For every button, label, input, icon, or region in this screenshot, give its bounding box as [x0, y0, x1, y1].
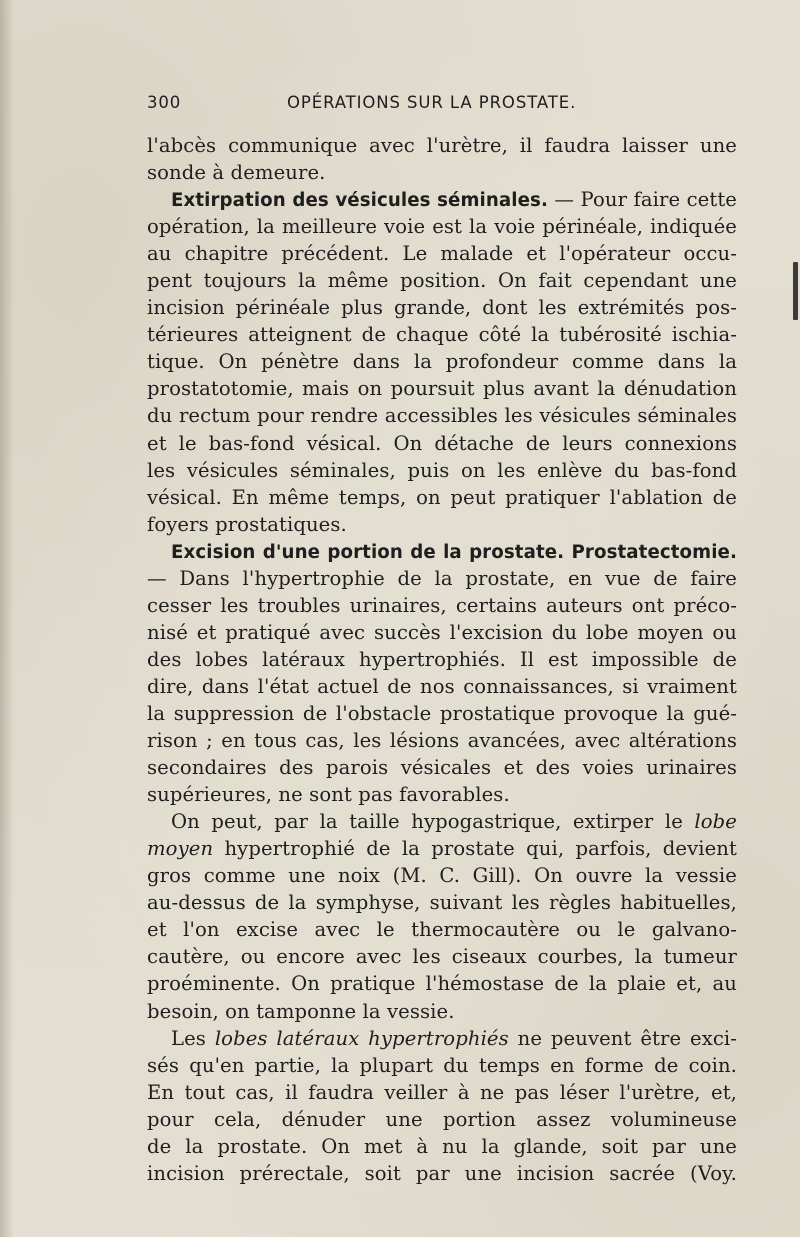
text-line: [147, 673, 737, 700]
italic-term: moyen: [147, 837, 214, 861]
text-run: sés qu'en partie, la plupart du temps en forme de coin.: [147, 1053, 737, 1077]
text-run: — Dans l'hypertrophie de la prostate, en vue de faire: [147, 566, 737, 590]
text-line: [147, 700, 737, 727]
text-line: [147, 646, 737, 673]
italic-term: lobes latéraux hypertrophiés: [214, 1026, 509, 1050]
italic-term: lobe: [694, 810, 737, 834]
text-line: [147, 835, 737, 862]
text-run: cautère, ou encore avec les ciseaux courbes, la tumeur: [147, 945, 737, 969]
text-run: térieures atteignent de chaque côté la tubérosité ischia-: [147, 323, 737, 347]
text-line: [147, 1079, 737, 1106]
text-run: gros comme une noix (M. C. Gill). On ouvre la vessie: [147, 864, 737, 888]
text-run: pent toujours la même position. On fait cependant une: [147, 269, 737, 293]
text-run: hypertrophié de la prostate qui, parfois, devient: [213, 837, 737, 861]
text-run: incision prérectale, soit par une incision sacrée (Voy.: [147, 1161, 737, 1185]
text-run: On peut, par la taille hypogastrique, extirper le: [171, 810, 695, 834]
body-text: [147, 132, 737, 1187]
text-line: [147, 213, 737, 240]
text-line: [147, 348, 737, 375]
text-line: [147, 943, 737, 970]
text-run: les vésicules séminales, puis on les enlève du bas-fond: [147, 458, 737, 482]
text-line: [147, 240, 737, 267]
text-run: nisé et pratiqué avec succès l'excision du lobe moyen ou: [147, 620, 737, 644]
text-line: [147, 889, 737, 916]
text-line: [147, 916, 737, 943]
text-run: opération, la meilleure voie est la voie périnéale, indiquée: [147, 215, 737, 239]
text-run: supérieures, ne sont pas favorables.: [147, 783, 510, 807]
text-run: cesser les troubles urinaires, certains auteurs ont préco-: [147, 593, 737, 617]
text-line: [147, 998, 737, 1025]
text-line: [147, 159, 737, 186]
page-number: 300: [147, 93, 182, 112]
text-run: des lobes latéraux hypertrophiés. Il est impossible de: [147, 647, 737, 671]
text-line: [147, 321, 737, 348]
text-run: du rectum pour rendre accessibles les vésicules séminales: [147, 404, 737, 428]
text-run: pour cela, dénuder une portion assez volumineuse: [147, 1107, 737, 1131]
text-line: [147, 1052, 737, 1079]
text-line: [147, 970, 737, 997]
margin-mark: [793, 262, 798, 320]
text-line: [147, 1160, 737, 1187]
text-run: l'abcès communique avec l'urètre, il faudra laisser une: [147, 134, 737, 157]
text-run: vésical. En même temps, on peut pratiquer l'ablation de: [147, 485, 737, 509]
text-line: [147, 457, 737, 484]
text-run: foyers prostatiques.: [147, 512, 347, 536]
text-line: [147, 565, 737, 592]
text-run: au-dessus de la symphyse, suivant les règles habituelles,: [147, 891, 737, 915]
text-line: [147, 727, 737, 754]
text-line: [147, 430, 737, 457]
text-run: dire, dans l'état actuel de nos connaissances, si vraiment: [147, 674, 737, 698]
text-line: [147, 592, 737, 619]
text-line: [147, 808, 737, 835]
text-line: [147, 862, 737, 889]
text-line: [147, 484, 737, 511]
text-run: tique. On pénètre dans la profondeur comme dans la: [147, 350, 737, 374]
text-line: [147, 132, 737, 159]
text-line: [147, 1025, 737, 1052]
text-run: secondaires des parois vésicales et des voies urinaires: [147, 756, 737, 780]
text-run: En tout cas, il faudra veiller à ne pas léser l'urètre, et,: [147, 1080, 737, 1104]
text-line: [147, 267, 737, 294]
text-run: ne peuvent être exci-: [508, 1026, 738, 1050]
text-run: sonde à demeure.: [147, 161, 326, 185]
text-line: [147, 511, 737, 538]
text-line: [147, 619, 737, 646]
text-run: — Pour faire cette: [548, 188, 737, 212]
text-run: et l'on excise avec le thermocautère ou le galvano-: [147, 918, 737, 942]
text-line: [147, 375, 737, 402]
text-run: besoin, on tamponne la vessie.: [147, 999, 455, 1023]
running-title: OPÉRATIONS SUR LA PROSTATE.: [287, 93, 577, 112]
text-run: et le bas-fond vésical. On détache de leurs connexions: [147, 431, 737, 455]
page-edge-shadow: [0, 0, 14, 1237]
text-line: [147, 1106, 737, 1133]
text-run: incision périnéale plus grande, dont les extrémités pos-: [147, 296, 737, 320]
text-run: proéminente. On pratique l'hémostase de la plaie et, au: [147, 972, 737, 996]
text-line: [147, 186, 737, 213]
text-run: Les: [171, 1026, 215, 1050]
text-line: [147, 294, 737, 321]
text-line: [147, 402, 737, 429]
page-header: [147, 93, 737, 119]
text-line: [147, 754, 737, 781]
text-line: [147, 1133, 737, 1160]
text-run: rison ; en tous cas, les lésions avancées, avec altérations: [147, 729, 737, 753]
text-line: [147, 781, 737, 808]
text-run: de la prostate. On met à nu la glande, soit par une: [147, 1134, 737, 1158]
section-heading: Extirpation des vésicules séminales.: [171, 190, 548, 212]
section-heading: Excision d'une portion de la prostate. Prostatectomie.: [171, 541, 737, 563]
text-run: prostatotomie, mais on poursuit plus avant la dénudation: [147, 377, 737, 401]
text-line: [147, 538, 737, 565]
text-run: au chapitre précédent. Le malade et l'opérateur occu-: [147, 242, 737, 266]
text-run: la suppression de l'obstacle prostatique provoque la gué-: [147, 701, 737, 725]
